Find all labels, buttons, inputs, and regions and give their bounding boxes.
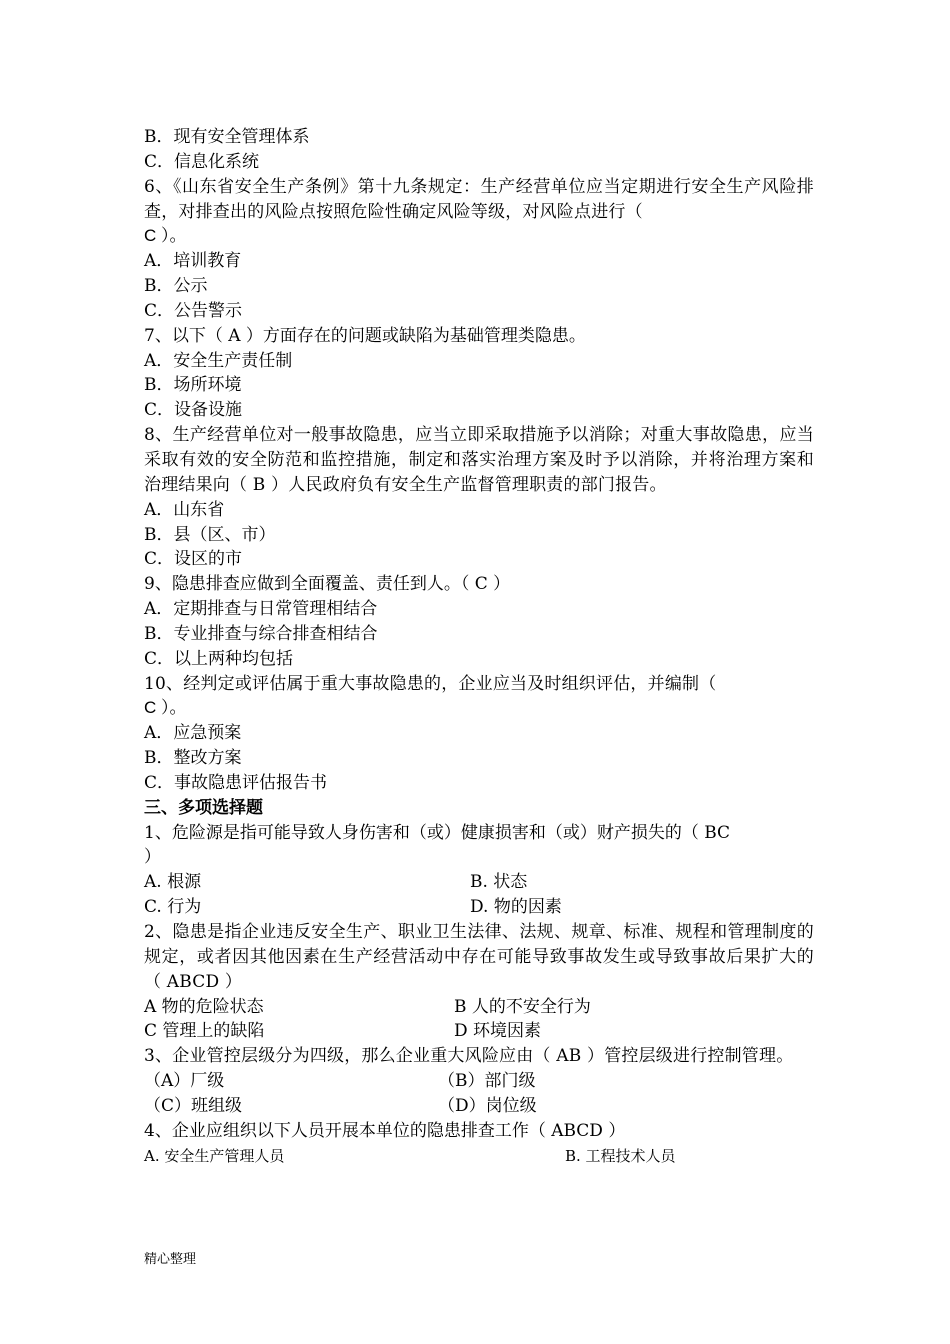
option-c: C. 行为 [144, 897, 202, 918]
option-d: D. 物的因素 [470, 897, 562, 918]
option-a: （A）厂级 [144, 1071, 225, 1092]
option-line: C．事故隐患评估报告书 [144, 772, 328, 793]
option-b: B. 工程技术人员 [565, 1146, 676, 1165]
option-row [144, 1094, 814, 1119]
option-line: A．培训教育 [144, 251, 242, 272]
option-line: C．信息化系统 [144, 151, 260, 172]
multi-question-1-tail: ） [144, 847, 161, 868]
question-9: 9、隐患排查应做到全面覆盖、责任到人。（ C ） [144, 574, 511, 595]
document-body [144, 125, 814, 1168]
option-line: C．公告警示 [144, 300, 243, 321]
option-line: B．公示 [144, 276, 208, 297]
option-c: C 管理上的缺陷 [144, 1021, 265, 1042]
question-10: 10、经判定或评估属于重大事故隐患的，企业应当及时组织评估，并编制（ [144, 673, 717, 694]
option-line: B．场所环境 [144, 375, 242, 396]
option-line: B．整改方案 [144, 748, 242, 769]
option-a: A 物的危险状态 [144, 996, 264, 1017]
option-row [144, 1069, 814, 1094]
question-6-answer: C ）。 [144, 226, 187, 246]
multi-question-3: 3、企业管控层级分为四级，那么企业重大风险应由（ AB ）管控层级进行控制管理。 [144, 1046, 794, 1067]
option-a: A. 安全生产管理人员 [144, 1146, 285, 1165]
option-line: B．现有安全管理体系 [144, 127, 310, 147]
question-8: 8、生产经营单位对一般事故隐患，应当立即采取措施予以消除；对重大事故隐患，应当采取有效的安全防范和监控措施，制定和落实治理方案及时予以消除，并将治理方案和治理结果向（ B ）人民政府负有安全生产监督管理职责的部门报告。 [144, 425, 814, 495]
option-d: D 环境因素 [454, 1021, 542, 1042]
option-row [144, 870, 814, 895]
option-line: C．以上两种均包括 [144, 648, 294, 669]
option-c: （C）班组级 [144, 1095, 243, 1116]
option-b: B 人的不安全行为 [454, 996, 591, 1017]
section-heading: 三、多项选择题 [144, 797, 263, 818]
option-line: B．专业排查与综合排查相结合 [144, 623, 378, 644]
option-line: A．定期排查与日常管理相结合 [144, 599, 378, 620]
option-line: C．设备设施 [144, 400, 243, 421]
question-6: 6、《山东省安全生产条例》第十九条规定：生产经营单位应当定期进行安全生产风险排查，对排查出的风险点按照危险性确定风险等级，对风险点进行（ [144, 176, 814, 222]
option-line: A．安全生产责任制 [144, 350, 293, 371]
option-line: B．县（区、市） [144, 524, 276, 545]
option-d: （D）岗位级 [438, 1095, 537, 1116]
multi-question-4: 4、企业应组织以下人员开展本单位的隐患排查工作（ ABCD ） [144, 1120, 626, 1141]
question-10-answer: C ）。 [144, 698, 187, 718]
option-line: A．应急预案 [144, 723, 242, 744]
option-row [144, 1144, 814, 1169]
option-row [144, 895, 814, 920]
multi-question-2: 2、隐患是指企业违反安全生产、职业卫生法律、法规、规章、标准、规程和管理制度的规定，或者因其他因素在生产经营活动中存在可能导致事故发生或导致事故后果扩大的（ ABCD ） [144, 922, 814, 992]
option-b: （B）部门级 [438, 1071, 536, 1092]
option-row [144, 1019, 814, 1044]
option-a: A. 根源 [144, 872, 202, 893]
option-b: B. 状态 [470, 872, 528, 893]
option-line: C．设区的市 [144, 549, 243, 570]
option-row [144, 995, 814, 1020]
question-7: 7、以下（ A ）方面存在的问题或缺陷为基础管理类隐患。 [144, 325, 586, 346]
option-line: A．山东省 [144, 499, 225, 520]
multi-question-1: 1、危险源是指可能导致人身伤害和（或）健康损害和（或）财产损失的（ BC [144, 822, 731, 843]
page-footer: 精心整理 [144, 1252, 197, 1267]
